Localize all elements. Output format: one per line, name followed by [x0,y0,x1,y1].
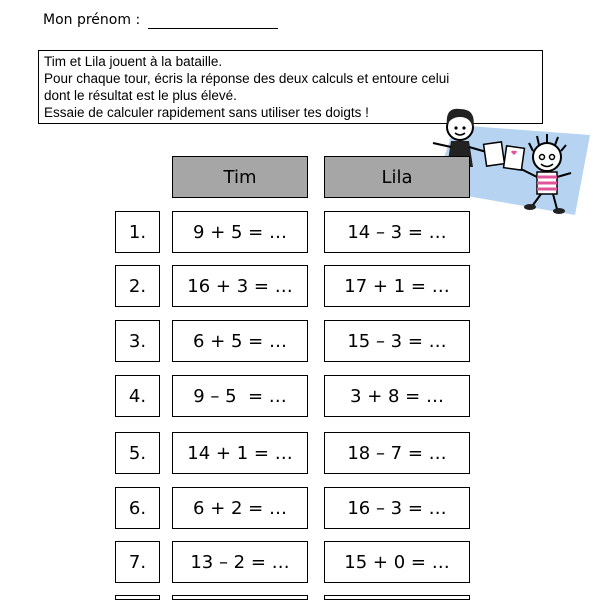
name-label: Mon prénom : [43,12,141,28]
instruction-line: Essaie de calculer rapidement sans utiliser tes doigts ! [44,105,369,120]
lila-calculation[interactable]: 16 – 3 = … [324,487,470,529]
row-number: 5. [115,432,160,474]
row-number: 7. [115,541,160,583]
tim-calculation[interactable]: 6 + 5 = … [172,320,308,362]
column-header-tim: Tim [172,156,308,198]
row-number: 6. [115,487,160,529]
row-number: 2. [115,265,160,307]
row-number: 1. [115,211,160,253]
row-number-partial [115,595,160,600]
tim-calculation[interactable]: 9 + 5 = … [172,211,308,253]
tim-calculation[interactable]: 6 + 2 = … [172,487,308,529]
instruction-line: Pour chaque tour, écris la réponse des deux calculs et entoure celui [44,71,450,86]
lila-calculation-partial [324,595,470,600]
lila-calculation[interactable]: 14 – 3 = … [324,211,470,253]
lila-calculation[interactable]: 15 – 3 = … [324,320,470,362]
name-blank-line[interactable] [148,28,278,29]
lila-calculation[interactable]: 18 – 7 = … [324,432,470,474]
lila-calculation[interactable]: 17 + 1 = … [324,265,470,307]
column-header-lila: Lila [324,156,470,198]
tim-calculation[interactable]: 16 + 3 = … [172,265,308,307]
row-number: 3. [115,320,160,362]
tim-calculation[interactable]: 9 – 5 = … [172,375,308,417]
instruction-line: Tim et Lila jouent à la bataille. [44,54,223,69]
tim-calculation-partial [172,595,308,600]
lila-calculation[interactable]: 3 + 8 = … [324,375,470,417]
lila-calculation[interactable]: 15 + 0 = … [324,541,470,583]
instruction-line: dont le résultat est le plus élevé. [44,88,237,103]
tim-calculation[interactable]: 14 + 1 = … [172,432,308,474]
row-number: 4. [115,375,160,417]
tim-calculation[interactable]: 13 – 2 = … [172,541,308,583]
